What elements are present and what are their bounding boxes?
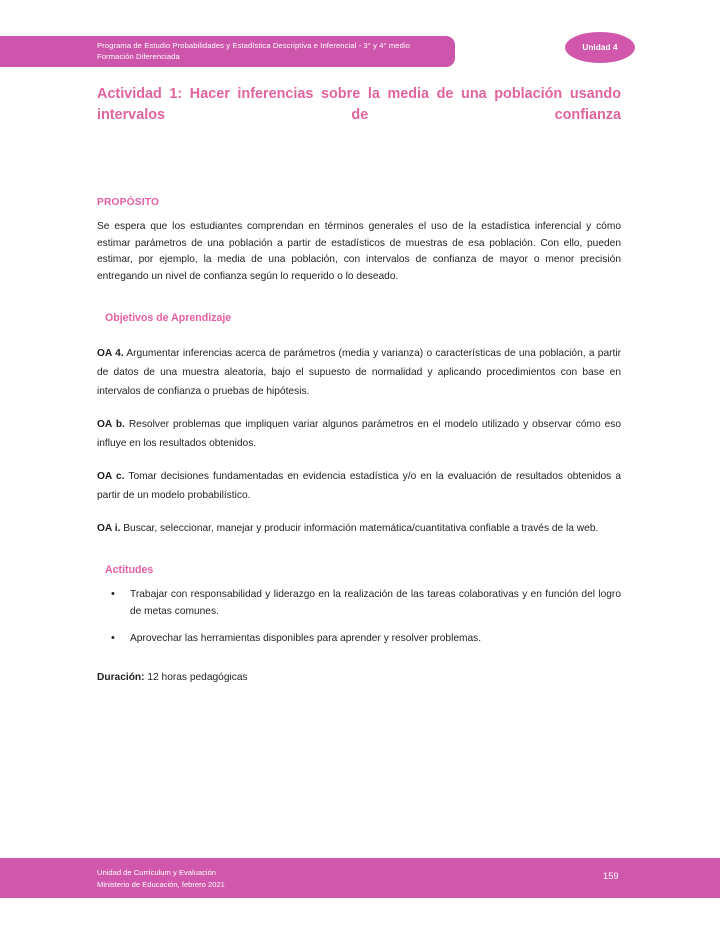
page-number: 159 [603,870,619,881]
header-banner [0,36,455,67]
unit-badge-label: Unidad 4 [582,43,618,52]
footer-line-2: Ministerio de Educación, febrero 2021 [97,879,225,889]
section-heading-proposito: PROPÓSITO [97,197,160,208]
objetivo-text-oa4: Argumentar inferencias acerca de parámetros (media y varianza) o características de una población, a partir de datos de una muestra aleatoria, bajo el supuesto de normalidad y aplicando procedimientos con base en intervalos de confianza o pruebas de hipótesis. [97,347,621,397]
objetivo-item-oac [97,467,621,505]
section-heading-objetivos: Objetivos de Aprendizaje [105,311,232,324]
objetivo-text-oai: Buscar, seleccionar, manejar y producir información matemática/cuantitativa confiable a través de la web. [120,522,599,534]
document-content [97,84,621,686]
duracion-value: 12 horas pedagógicas [144,671,248,683]
header-banner-line-2: Formación Diferenciada [97,52,180,62]
objetivo-item-oab [97,415,621,453]
actitudes-list [97,586,621,647]
unit-badge [565,32,635,63]
objetivo-item-oai [97,519,621,538]
list-item [97,630,621,647]
list-item [97,586,621,620]
footer-credits [97,867,225,890]
actitud-text-1: Trabajar con responsabilidad y liderazgo en la realización de las tareas colaborativas y en función del logro de metas comunes. [130,588,621,617]
duracion-line [97,669,621,686]
duracion-label: Duración: [97,671,145,683]
footer-line-1: Unidad de Currículum y Evaluación [97,868,217,877]
objetivo-code-oa4: OA 4. [97,347,124,359]
objetivo-code-oab: OA b. [97,418,125,430]
footer-bar [0,858,720,898]
proposito-paragraph: Se espera que los estudiantes comprendan en términos generales el uso de la estadística inferencial y cómo estimar parámetros de una población a partir de estadísticos de muestras de esa población. Con ello, pueden estimar, por ejemplo, la media de una población, con intervalos de confianza de mayor o menor precisión entregando un nivel de confianza según lo requerido o lo deseado. [97,221,621,283]
objetivo-item-oa4 [97,344,621,401]
objetivo-code-oai: OA i. [97,522,121,534]
page-title: Actividad 1: Hacer inferencias sobre la media de una población usando intervalos de confianza [97,86,621,123]
objetivo-text-oab: Resolver problemas que impliquen variar algunos parámetros en el modelo utilizado y observar cómo eso influye en los resultados obtenidos. [97,418,621,449]
actitud-text-2: Aprovechar las herramientas disponibles para aprender y resolver problemas. [130,632,482,644]
bullet-icon: • [111,587,115,600]
objetivo-code-oac: OA c. [97,470,125,482]
section-heading-actitudes: Actitudes [105,563,154,576]
bullet-icon: • [111,631,115,644]
objetivo-text-oac: Tomar decisiones fundamentadas en evidencia estadística y/o en la evaluación de resultados obtenidos a partir de un modelo probabilístico. [97,470,622,501]
header-banner-line-1: Programa de Estudio Probabilidades y Estadística Descriptiva e Inferencial - 3° y 4° medio [97,41,411,50]
